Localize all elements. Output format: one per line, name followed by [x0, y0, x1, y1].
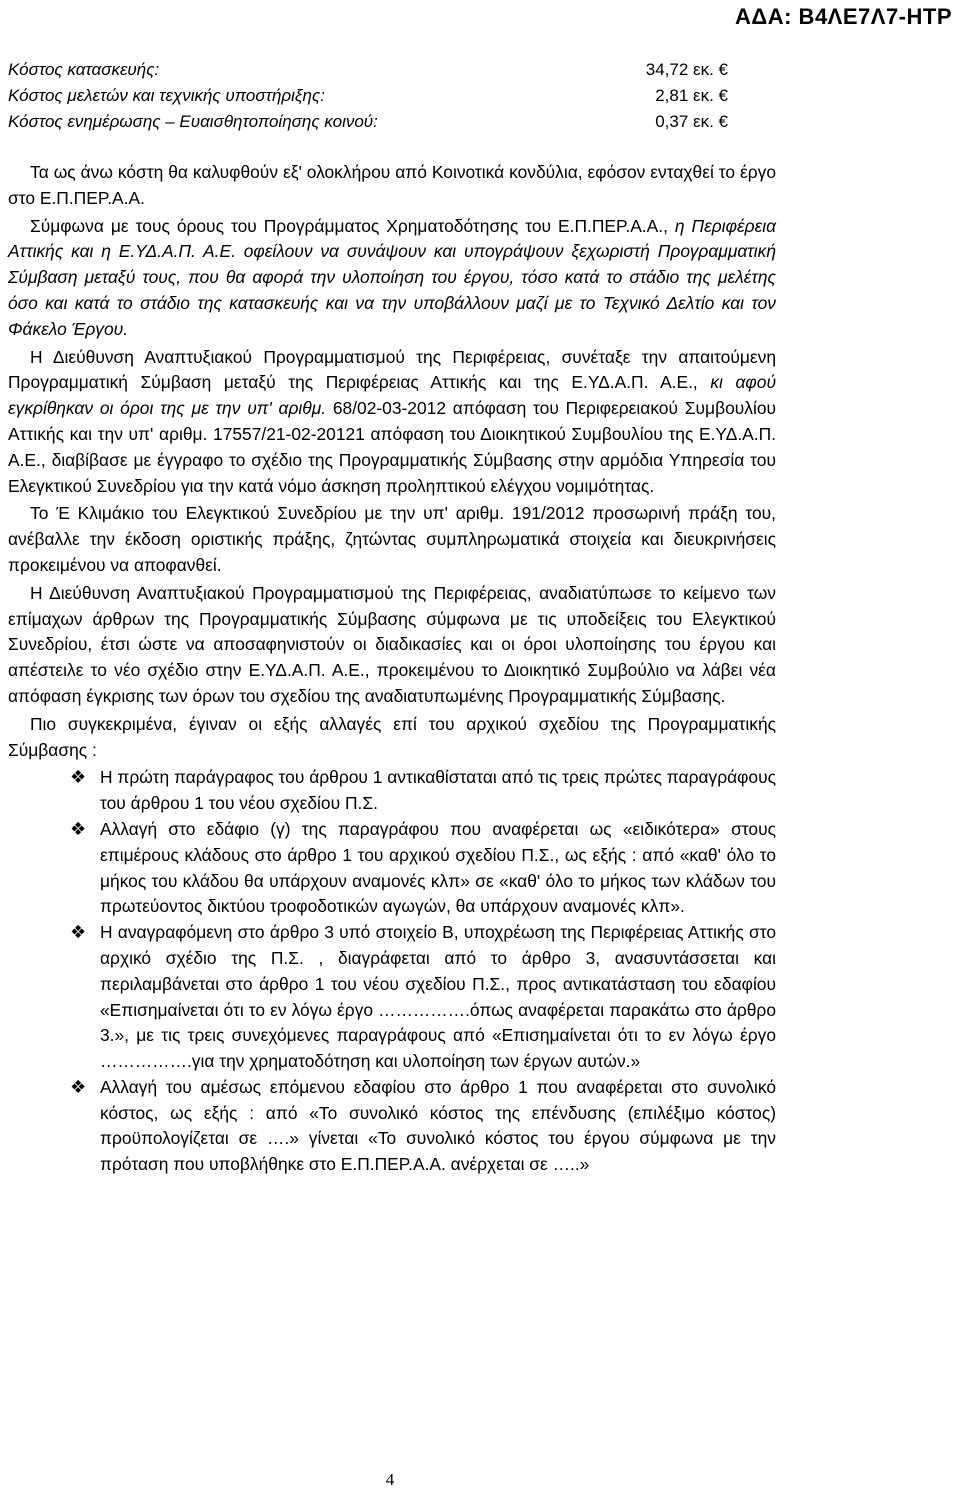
- text-run-italic: η Περιφέρεια Αττικής και η Ε.ΥΔ.Α.Π. Α.Ε. οφείλουν να συνάψουν και υπογράψουν ξεχωριστή Προγραμματική Σύμβαση μεταξύ τους, που θα αφορά την υλοποίηση του έργου, τόσο κατά το στάδιο της μελέτης όσο και κατά το στάδιο της κατασκευής και να την υποβάλλουν μαζί με το Τεχνικό Δελτίο και τον Φάκελο Έργου.: [8, 215, 776, 339]
- cost-value: 0,37 εκ. €: [655, 112, 728, 131]
- text-run: Η Διεύθυνση Αναπτυξιακού Προγραμματισμού της Περιφέρειας, συνέταξε την απαιτούμενη Προγραμματική Σύμβαση μεταξύ της Περιφέρειας Αττικής και της Ε.ΥΔ.Α.Π. Α.Ε.,: [8, 346, 776, 393]
- list-item-text: Αλλαγή του αμέσως επόμενου εδαφίου στο άρθρο 1 που αναφέρεται στο συνολικό κόστος, ως εξής : από «Το συνολικό κόστος της επένδυσης (επιλέξιμο κόστος) προϋπολογίζεται σε ….» γίνεται «Το συνολικό κόστος του έργου σύμφωνα με την πρόταση που υποβλήθηκε στο Ε.Π.ΠΕΡ.Α.Α. ανέρχεται σε …..»: [100, 1076, 776, 1175]
- list-item: [8, 920, 776, 1075]
- ada-code: ΑΔΑ: Β4ΛΕ7Λ7-ΗΤΡ: [735, 4, 952, 29]
- four-diamond-star-icon: ❖: [70, 922, 87, 943]
- text-run: 68/02-03-2012 απόφαση του Περιφερειακού Συμβουλίου Αττικής και την υπ' αριθμ. 17557/21-02-20121 απόφαση του Διοικητικού Συμβουλίου της Ε.ΥΔ.Α.Π. Α.Ε., διαβίβασε με έγγραφο το σχέδιο της Προγραμματικής Σύμβασης στην αρμόδια Υπηρεσία του Ελεγκτικού Συνεδρίου για την κατά νόμο άσκηση προληπτικού ελέγχου νομιμότητας.: [8, 398, 776, 496]
- list-item-text: Αλλαγή στο εδάφιο (γ) της παραγράφου που αναφέρεται ως «ειδικότερα» στους επιμέρους κλάδους στο άρθρο 1 του αρχικού σχεδίου Π.Σ., ως εξής : από «καθ' όλο το μήκος του κλάδου θα υπάρχουν αναμονές κλπ» σε «καθ' όλο το μήκος των κλάδων του πρωτεύοντος δικτύου τροφοδοτικών αγωγών, θα υπάρχουν αναμονές κλπ».: [100, 818, 776, 917]
- list-item-text: Η αναγραφόμενη στο άρθρο 3 υπό στοιχείο Β, υποχρέωση της Περιφέρειας Αττικής στο αρχικό σχέδιο της Π.Σ. , διαγράφεται από το άρθρο 3, ανασυντάσσεται και περιλαμβάνεται στο άρθρο 1 του νέου σχεδίου Π.Σ., προς αντικατάσταση του εδαφίου «Επισημαίνεται ότι το εν λόγω έργο …………….όπως αναφέρεται παρακάτω στο άρθρο 3.», με τις τρεις συνεχόμενες παραγράφους από «Επισημαίνεται ότι το εν λόγω έργο …………….για την χρηματοδότηση και υλοποίηση των έργων αυτών.»: [100, 922, 776, 1072]
- page-number: 4: [385, 1470, 395, 1489]
- cost-label: Κόστος μελετών και τεχνικής υποστήριξης:: [8, 86, 325, 105]
- cost-value: 2,81 εκ. €: [655, 86, 728, 105]
- list-item: [8, 817, 776, 920]
- paragraph-redraft: Η Διεύθυνση Αναπτυξιακού Προγραμματισμού της Περιφέρειας, αναδιατύπωσε το κείμενο των επίμαχων άρθρων της Προγραμματικής Σύμβασης σύμφωνα με τις υποδείξεις του Ελεγκτικού Συνεδρίου, έτσι ώστε να αποσαφηνιστούν οι διαδικασίες και οι όροι υλοποίησης του έργου και απέστειλε το νέο σχέδιο στην Ε.ΥΔ.Α.Π. Α.Ε., προκειμένου το Διοικητικό Συμβούλιο να λάβει νέα απόφαση έγκρισης των όρων του σχεδίου της αναδιατυπωμένης Προγραμματικής Σύμβασης.: [8, 582, 776, 706]
- text-run: Σύμφωνα με τους όρους του Προγράμματος Χρηματοδότησης του Ε.Π.ΠΕΡ.Α.Α.,: [30, 215, 675, 236]
- paragraph-contract-obligation: [8, 214, 776, 343]
- four-diamond-star-icon: ❖: [70, 818, 87, 839]
- changes-list: [8, 765, 776, 1178]
- cost-row-studies: [8, 86, 728, 112]
- cost-row-construction: [8, 60, 728, 86]
- cost-value: 34,72 εκ. €: [645, 60, 728, 79]
- text-run-italic: κι αφού εγκρίθηκαν οι όροι της με την υπ' αριθμ.: [8, 372, 777, 419]
- paragraph-court-decision: Το Έ Κλιμάκιο του Ελεγκτικού Συνεδρίου με την υπ' αριθμ. 191/2012 προσωρινή πράξη του, ανέβαλλε την έκδοση οριστικής πράξης, ζητώντας συμπληρωματικά στοιχεία και διευκρινήσεις προκειμένου να αποφανθεί.: [8, 503, 776, 575]
- four-diamond-star-icon: ❖: [70, 1076, 87, 1097]
- document-body: [8, 160, 776, 1178]
- four-diamond-star-icon: ❖: [70, 767, 87, 788]
- list-item-text: Η πρώτη παράγραφος του άρθρου 1 αντικαθίσταται από τις τρεις πρώτες παραγράφους του άρθρου 1 του νέου σχεδίου Π.Σ.: [100, 767, 776, 814]
- cost-row-awareness: [8, 112, 728, 138]
- cost-label: Κόστος ενημέρωσης – Ευαισθητοποίησης κοινού:: [8, 112, 378, 131]
- list-item: [8, 1075, 776, 1178]
- paragraph-funding: Τα ως άνω κόστη θα καλυφθούν εξ' ολοκλήρου από Κοινοτικά κονδύλια, εφόσον ενταχθεί το έργο στο Ε.Π.ΠΕΡ.Α.Α.: [8, 162, 776, 208]
- paragraph-drafting: [8, 345, 776, 500]
- list-item: [8, 765, 776, 817]
- cost-label: Κόστος κατασκευής:: [8, 60, 160, 79]
- paragraph-changes-intro: Πιο συγκεκριμένα, έγιναν οι εξής αλλαγές επί του αρχικού σχεδίου της Προγραμματικής Σύμβασης :: [8, 713, 776, 760]
